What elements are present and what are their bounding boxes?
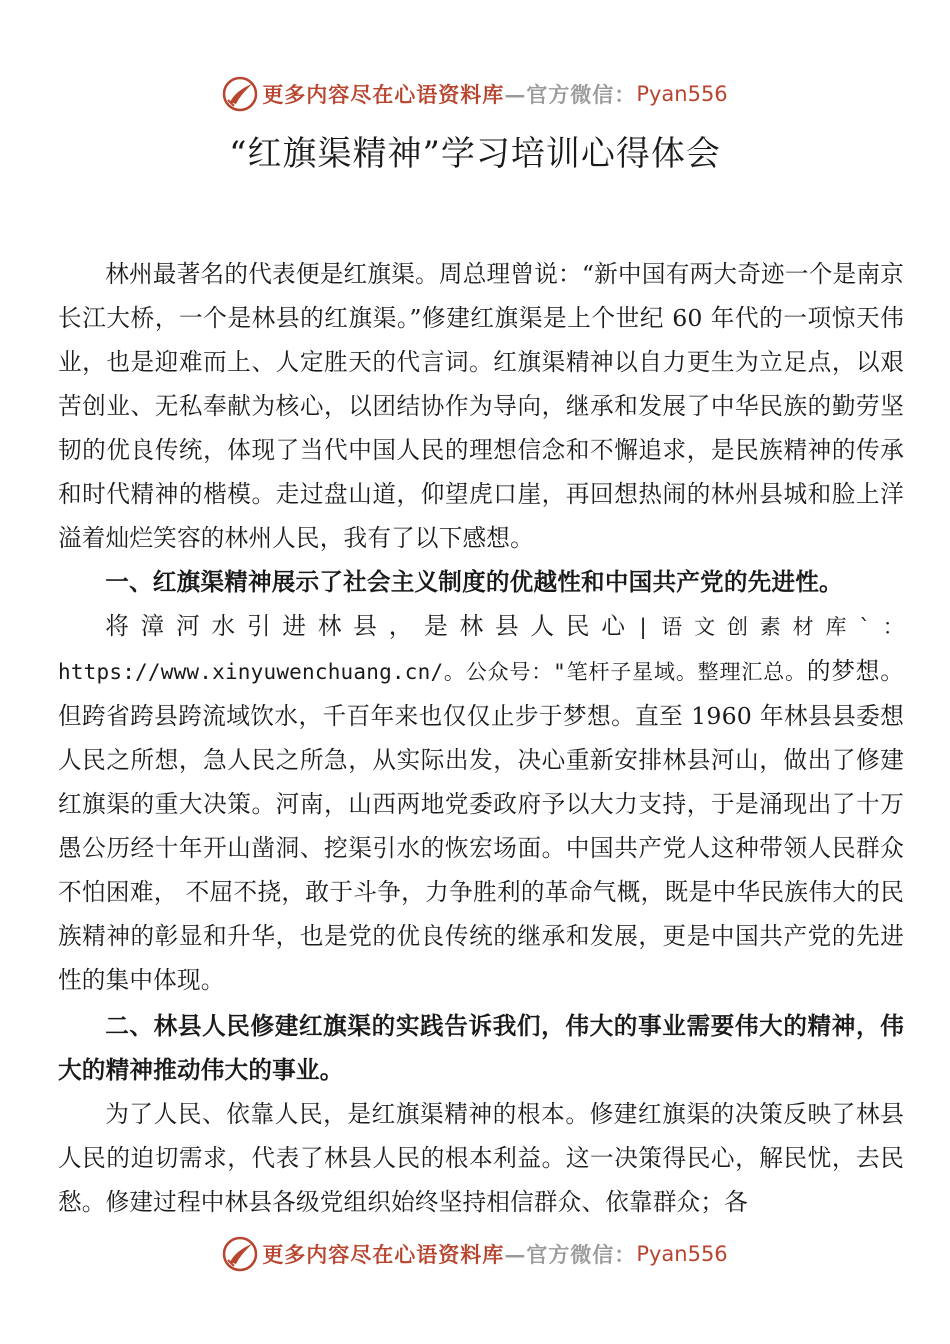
banner-gray-text: —官方微信： [504, 82, 637, 107]
watermark-url-text: |语文创素材库`：https://www.xinyuwenchuang.cn/。公众号："笔杆子星域。整理汇总。 [58, 615, 905, 684]
book-quill-logo-icon [222, 1236, 258, 1272]
banner-gray-text: —官方微信： [504, 1242, 637, 1267]
banner-account: Pyan556 [636, 82, 728, 106]
banner-account: Pyan556 [636, 1242, 728, 1266]
paragraph-section-1-start: 将漳河水引进林县，是林县人民心 [105, 612, 637, 640]
paragraph-section-2: 为了人民、依靠人民，是红旗渠精神的根本。修建红旗渠的决策反映了林县人民的迫切需求，代表了林县人民的根本利益。这一决策得民心，解民忧，去民愁。修建过程中林县各级党组织始终坚持相信群众、依靠群众；各 [58, 1100, 904, 1216]
top-watermark-banner [0, 74, 950, 114]
paragraph-section-1-rest: 的梦想。但跨省跨县跨流域饮水，千百年来也仅仅止步于梦想。直至 1960 年林县县委想人民之所想，急人民之所急，从实际出发，决心重新安排林县河山，做出了修建红旗渠的重大决策。河南，山西两地党委政府予以大力支持，于是涌现出了十万愚公历经十年开山凿洞、挖渠引水的恢宏场面。中国共产党人这种带领人民群众不怕困难， 不屈不挠，敢于斗争，力争胜利的革命气概，既是中华民族伟大的民族精神的彰显和升华，也是党的优良传统的继承和发展，更是中国共产党的先进性的集中体现。 [58, 657, 904, 994]
section-heading-1: 一、红旗渠精神展示了社会主义制度的优越性和中国共产党的先进性。 [105, 568, 843, 596]
banner-red-text: 更多内容尽在心语资料库 [262, 82, 505, 107]
paragraph-section-1 [58, 604, 904, 1002]
document-body [58, 252, 904, 1224]
bottom-watermark-banner [0, 1234, 950, 1274]
book-quill-logo-icon [222, 76, 258, 112]
page-title: “红旗渠精神”学习培训心得体会 [229, 134, 721, 174]
banner-red-text: 更多内容尽在心语资料库 [262, 1242, 505, 1267]
paragraph-intro: 林州最著名的代表便是红旗渠。周总理曾说：“新中国有两大奇迹一个是南京长江大桥，一个是林县的红旗渠。”修建红旗渠是上个世纪 60 年代的一项惊天伟业，也是迎难而上、人定胜天的代言词。红旗渠精神以自力更生为立足点，以艰苦创业、无私奉献为核心，以团结协作为导向，继承和发展了中华民族的勤劳坚韧的优良传统，体现了当代中国人民的理想信念和不懈追求，是民族精神的传承和时代精神的楷模。走过盘山道，仰望虎口崖，再回想热闹的林州县城和脸上洋溢着灿烂笑容的林州人民，我有了以下感想。 [58, 260, 904, 552]
section-heading-2: 二、林县人民修建红旗渠的实践告诉我们，伟大的事业需要伟大的精神，伟大的精神推动伟大的事业。 [58, 1012, 904, 1084]
